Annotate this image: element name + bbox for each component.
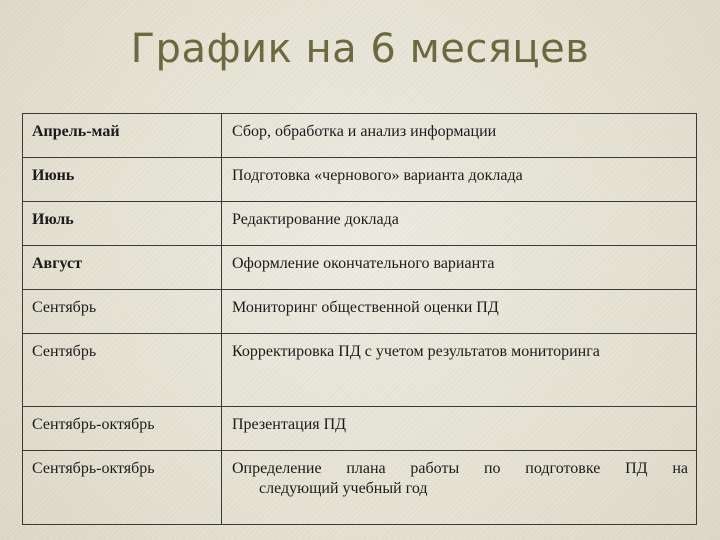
table-row <box>23 407 697 451</box>
task-label-line1: Определение плана работы по подготовке ПД на <box>232 460 688 477</box>
period-cell <box>23 407 222 451</box>
task-cell <box>222 407 697 451</box>
period-cell <box>23 114 222 158</box>
period-label: Июнь <box>32 167 75 184</box>
task-label: Презентация ПД <box>232 416 347 433</box>
task-cell <box>222 334 697 407</box>
task-cell <box>222 158 697 202</box>
task-cell <box>222 451 697 525</box>
period-label: Июль <box>32 211 74 228</box>
task-label: Сбор, обработка и анализ информации <box>232 123 497 140</box>
task-cell <box>222 202 697 246</box>
table-row <box>23 246 697 290</box>
schedule-table <box>22 113 697 525</box>
period-cell <box>23 451 222 525</box>
period-label: Сентябрь <box>32 343 97 360</box>
task-label: Оформление окончательного варианта <box>232 255 495 272</box>
table-row <box>23 451 697 525</box>
period-label: Апрель-май <box>32 123 120 140</box>
task-label: Корректировка ПД с учетом результатов мониторинга <box>232 343 600 360</box>
period-cell <box>23 202 222 246</box>
period-label: Сентябрь <box>32 299 97 316</box>
table-row <box>23 158 697 202</box>
period-cell <box>23 246 222 290</box>
task-label: Редактирование доклада <box>232 211 399 228</box>
task-label: Подготовка «чернового» варианта доклада <box>232 167 523 184</box>
task-cell <box>222 290 697 334</box>
period-label: Сентябрь-октябрь <box>32 416 155 433</box>
task-label-line2: следующий учебный год <box>259 480 428 497</box>
task-cell <box>222 114 697 158</box>
table-row <box>23 202 697 246</box>
table-row <box>23 114 697 158</box>
slide-title: График на 6 месяцев <box>130 26 590 72</box>
period-label: Август <box>32 255 82 272</box>
task-label <box>222 451 696 499</box>
period-cell <box>23 290 222 334</box>
period-label: Сентябрь-октябрь <box>32 460 155 477</box>
period-cell <box>23 158 222 202</box>
table-row <box>23 290 697 334</box>
task-cell <box>222 246 697 290</box>
task-label: Мониторинг общественной оценки ПД <box>232 299 499 316</box>
table-row <box>23 334 697 407</box>
period-cell <box>23 334 222 407</box>
